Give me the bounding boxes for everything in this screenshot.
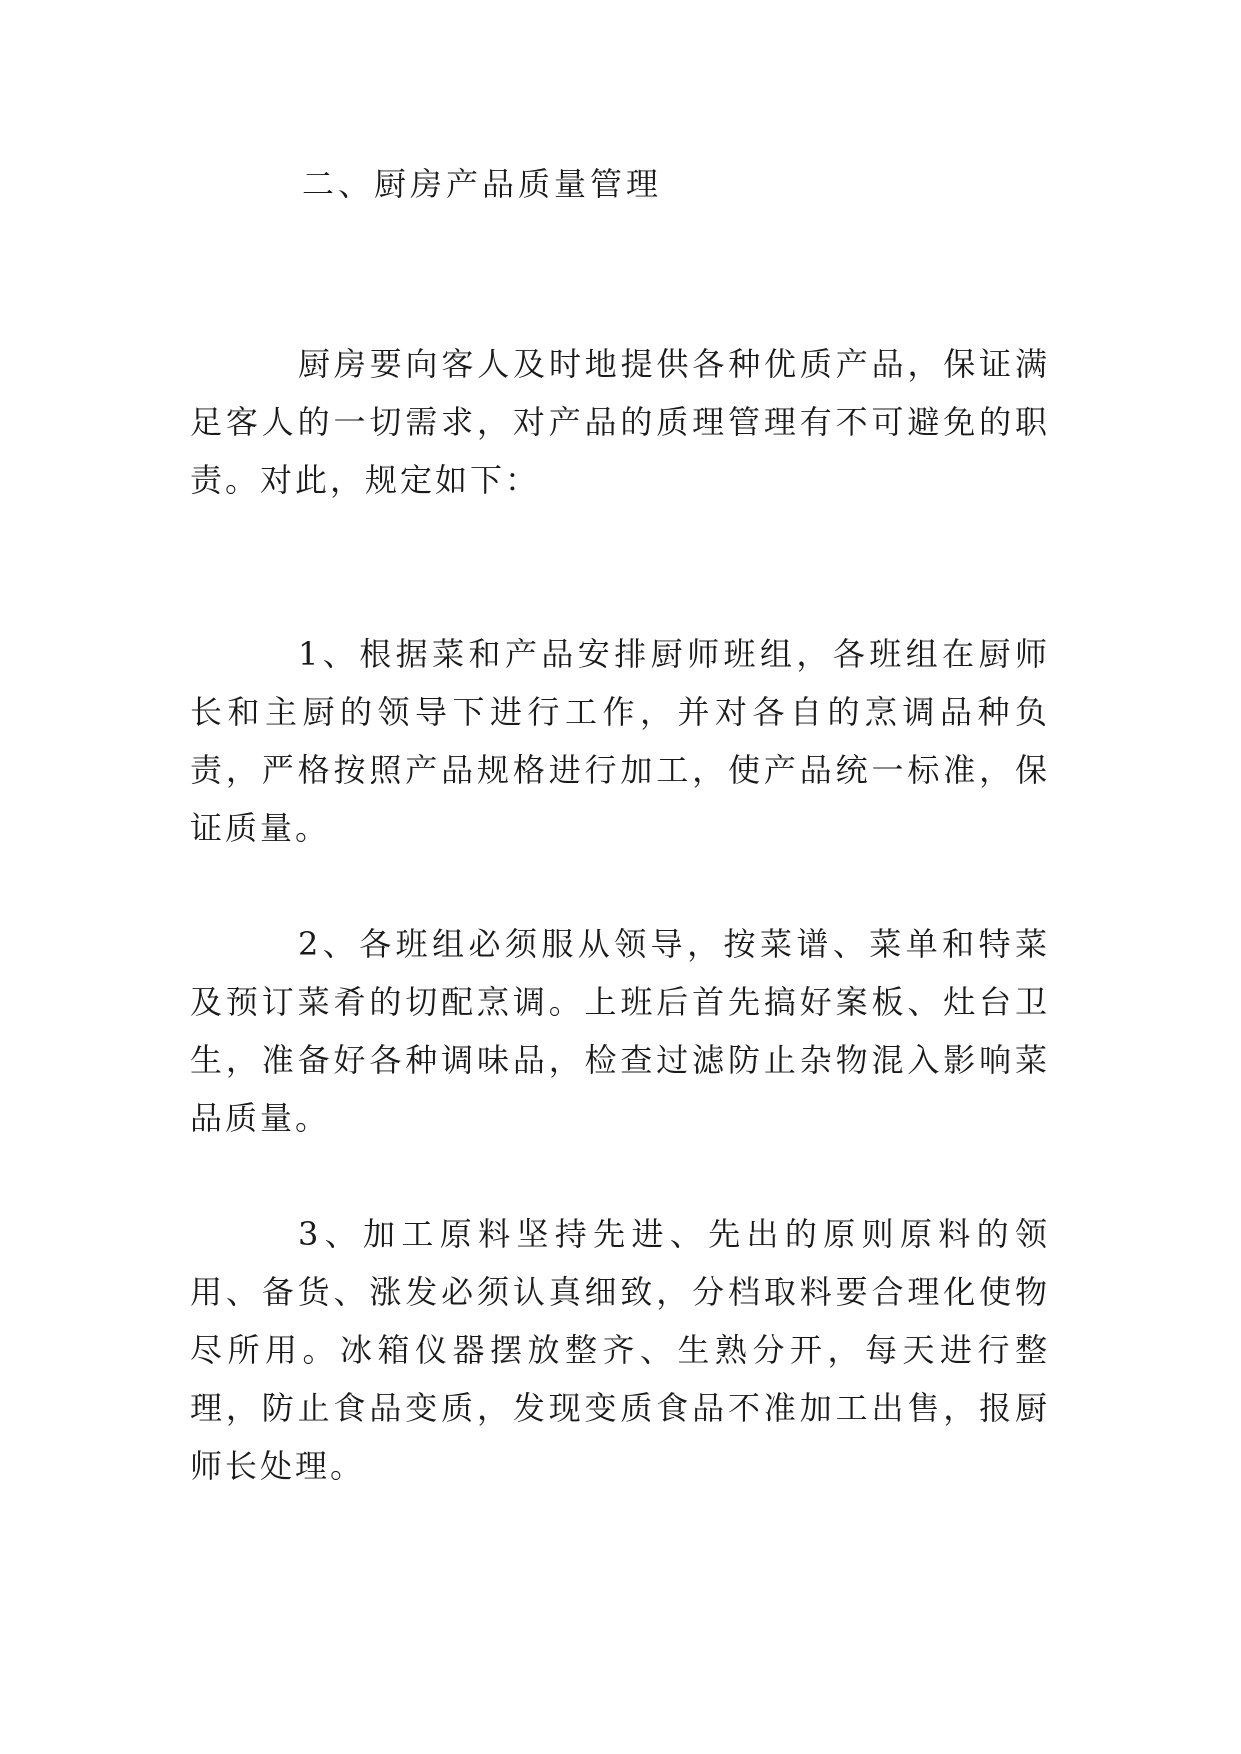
section-heading: 二、厨房产品质量管理 [302,165,663,203]
rule-paragraph-1: 1、根据菜和产品安排厨师班组，各班组在厨师长和主厨的领导下进行工作，并对各自的烹调品种负责，严格按照产品规格进行加工，使产品统一标准，保证质量。 [190,635,1050,847]
rule-paragraph-2: 2、各班组必须服从领导，按菜谱、菜单和特菜及预订菜肴的切配烹调。上班后首先搞好案板、灶台卫生，准备好各种调味品，检查过滤防止杂物混入影响菜品质量。 [190,925,1050,1137]
intro-paragraph: 厨房要向客人及时地提供各种优质产品，保证满足客人的一切需求，对产品的质理管理有不可避免的职责。对此，规定如下： [190,345,1050,499]
rule-paragraph-3: 3、加工原料坚持先进、先出的原则原料的领用、备货、涨发必须认真细致，分档取料要合理化使物尽所用。冰箱仪器摆放整齐、生熟分开，每天进行整理，防止食品变质，发现变质食品不准加工出售，报厨师长处理。 [190,1215,1050,1485]
